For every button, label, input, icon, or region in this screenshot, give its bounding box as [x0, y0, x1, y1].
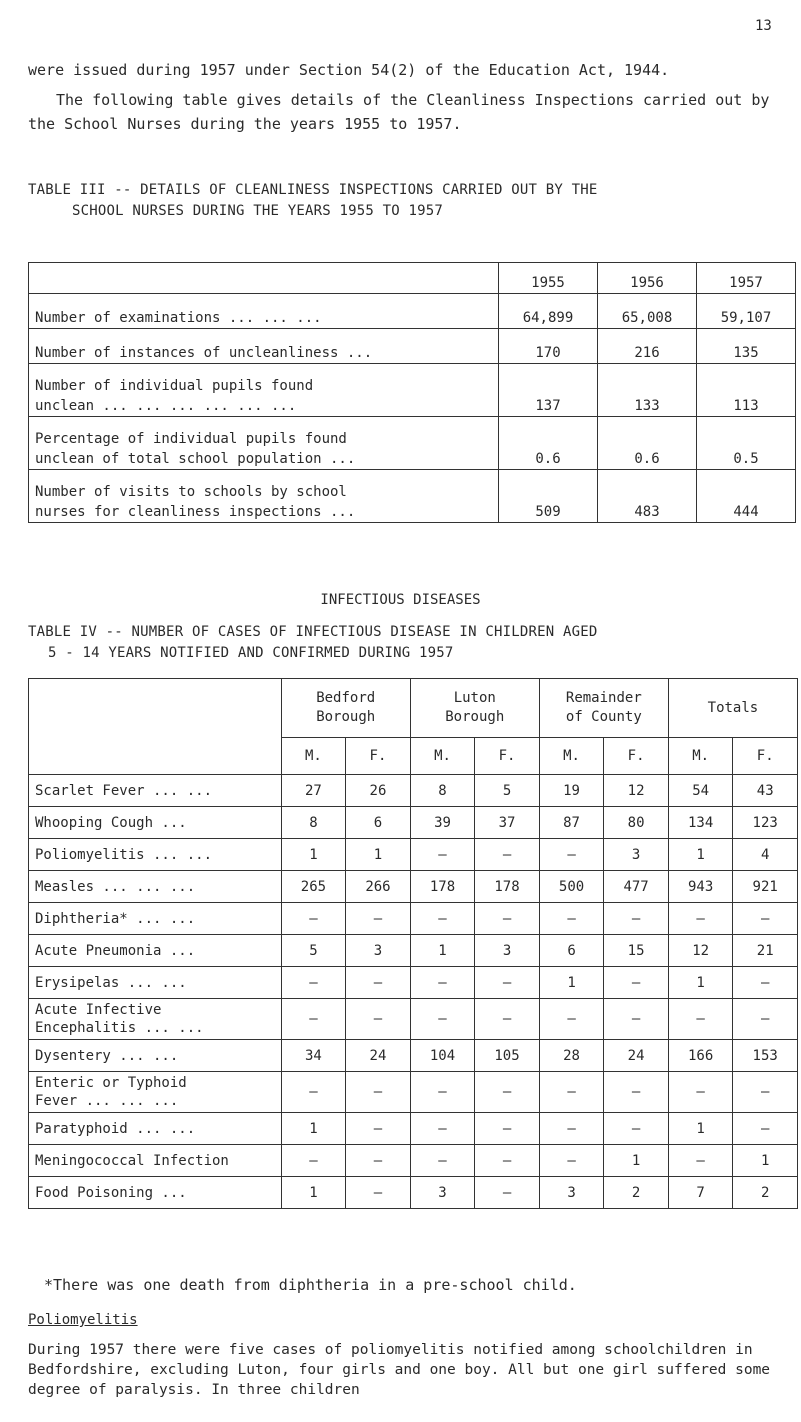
- cell-value: —: [475, 1177, 540, 1209]
- cell-value: —: [410, 999, 475, 1040]
- cell-value: —: [668, 1072, 733, 1113]
- cell-value: 1: [281, 839, 346, 871]
- table4-row: [29, 999, 798, 1040]
- cell-value: —: [475, 1145, 540, 1177]
- cell-value: 87: [539, 807, 604, 839]
- cell-value: 134: [668, 807, 733, 839]
- disease-label: [29, 1040, 282, 1072]
- cell-value: —: [475, 1113, 540, 1145]
- cell-value: 166: [668, 1040, 733, 1072]
- infectious-disease-table: [28, 678, 798, 1209]
- table4-row: [29, 1145, 798, 1177]
- label-line: unclean of total school population ...: [35, 451, 356, 467]
- table4-row: [29, 935, 798, 967]
- cell-value: 137: [499, 364, 598, 417]
- table4-row: [29, 967, 798, 999]
- table4-title-line1: TABLE IV -- NUMBER OF CASES OF INFECTIOUS DISEASE IN CHILDREN AGED: [28, 624, 598, 640]
- cell-value: —: [539, 1113, 604, 1145]
- cell-value: —: [539, 903, 604, 935]
- cell-value: 2: [604, 1177, 669, 1209]
- disease-label: [29, 903, 282, 935]
- cell-value: —: [281, 999, 346, 1040]
- table3-corner: [29, 263, 499, 294]
- label-line: Erysipelas ... ...: [35, 974, 187, 991]
- cell-value: —: [346, 1113, 411, 1145]
- cell-value: —: [668, 999, 733, 1040]
- cell-value: —: [539, 1145, 604, 1177]
- cell-value: 80: [604, 807, 669, 839]
- cell-value: —: [604, 999, 669, 1040]
- disease-label: [29, 967, 282, 999]
- cell-value: 8: [281, 807, 346, 839]
- cell-value: —: [346, 1145, 411, 1177]
- cell-value: 113: [697, 364, 796, 417]
- table3-row: [29, 470, 796, 523]
- cell-value: —: [410, 1145, 475, 1177]
- cell-value: —: [475, 903, 540, 935]
- label-line: Whooping Cough ...: [35, 814, 187, 831]
- cell-value: —: [668, 1145, 733, 1177]
- sub-f: F.: [733, 738, 798, 775]
- row-label: [29, 417, 499, 470]
- sub-m: M.: [668, 738, 733, 775]
- disease-label: [29, 775, 282, 807]
- cell-value: —: [346, 967, 411, 999]
- cell-value: 216: [598, 329, 697, 364]
- cell-value: —: [733, 903, 798, 935]
- table4-row: [29, 1072, 798, 1113]
- group-line1: Bedford: [316, 690, 376, 706]
- cell-value: 1: [668, 967, 733, 999]
- cell-value: 24: [604, 1040, 669, 1072]
- label-line: Enteric or Typhoid: [35, 1075, 187, 1091]
- cell-value: 3: [410, 1177, 475, 1209]
- cell-value: 3: [604, 839, 669, 871]
- cell-value: 5: [475, 775, 540, 807]
- row-label: [29, 470, 499, 523]
- label-line: Number of visits to schools by school: [35, 484, 347, 500]
- cell-value: 2: [733, 1177, 798, 1209]
- cell-value: 6: [346, 807, 411, 839]
- cell-value: 37: [475, 807, 540, 839]
- table4-row: [29, 775, 798, 807]
- cell-value: —: [281, 903, 346, 935]
- cell-value: 26: [346, 775, 411, 807]
- cell-value: 24: [346, 1040, 411, 1072]
- cell-value: —: [281, 967, 346, 999]
- cell-value: 21: [733, 935, 798, 967]
- cell-value: 3: [346, 935, 411, 967]
- cell-value: 943: [668, 871, 733, 903]
- table4-row: [29, 1113, 798, 1145]
- group-line1: Remainder: [565, 690, 642, 706]
- cell-value: 1: [346, 839, 411, 871]
- sub-f: F.: [475, 738, 540, 775]
- group-bedford: [281, 679, 410, 738]
- table3-row: [29, 364, 796, 417]
- row-label: [29, 364, 499, 417]
- group-luton: [410, 679, 539, 738]
- sub-m: M.: [410, 738, 475, 775]
- cell-value: —: [410, 1072, 475, 1113]
- cell-value: 483: [598, 470, 697, 523]
- disease-label: [29, 1177, 282, 1209]
- cell-value: 265: [281, 871, 346, 903]
- cell-value: 1: [668, 839, 733, 871]
- table4-corner: [29, 679, 282, 775]
- table4-row: [29, 903, 798, 935]
- cell-value: 59,107: [697, 294, 796, 329]
- label-line: Encephalitis ... ...: [35, 1020, 204, 1036]
- label-line: Fever ... ... ...: [35, 1093, 179, 1109]
- cell-value: —: [604, 1113, 669, 1145]
- cell-value: —: [475, 839, 540, 871]
- disease-label: [29, 871, 282, 903]
- cell-value: 64,899: [499, 294, 598, 329]
- cell-value: 39: [410, 807, 475, 839]
- cell-value: —: [281, 1072, 346, 1113]
- cell-value: —: [410, 1113, 475, 1145]
- cell-value: —: [539, 839, 604, 871]
- cell-value: 266: [346, 871, 411, 903]
- table3-header-row: [29, 263, 796, 294]
- cell-value: 7: [668, 1177, 733, 1209]
- cell-value: —: [733, 1113, 798, 1145]
- cell-value: 1: [539, 967, 604, 999]
- row-label: [29, 329, 499, 364]
- label-line: Measles ... ... ...: [35, 878, 196, 895]
- cell-value: —: [539, 1072, 604, 1113]
- cell-value: 65,008: [598, 294, 697, 329]
- label-line: unclean ... ... ... ... ... ...: [35, 398, 297, 414]
- cell-value: 1: [604, 1145, 669, 1177]
- cell-value: 1: [733, 1145, 798, 1177]
- cell-value: 27: [281, 775, 346, 807]
- cleanliness-table: [28, 262, 796, 523]
- page-number: 13: [755, 18, 772, 34]
- cell-value: 15: [604, 935, 669, 967]
- year-1957: 1957: [697, 263, 796, 294]
- cell-value: 1: [281, 1113, 346, 1145]
- cell-value: 104: [410, 1040, 475, 1072]
- cell-value: 19: [539, 775, 604, 807]
- cell-value: —: [346, 903, 411, 935]
- cell-value: 105: [475, 1040, 540, 1072]
- label-line: Acute Infective: [35, 1002, 162, 1018]
- table4-row: [29, 839, 798, 871]
- cell-value: 921: [733, 871, 798, 903]
- cell-value: 1: [668, 1113, 733, 1145]
- cell-value: —: [733, 1072, 798, 1113]
- cell-value: —: [281, 1145, 346, 1177]
- table4-row: [29, 1040, 798, 1072]
- label-line: Poliomyelitis ... ...: [35, 846, 213, 863]
- year-1956: 1956: [598, 263, 697, 294]
- cell-value: —: [539, 999, 604, 1040]
- label-line: Number of instances of uncleanliness ...: [35, 345, 373, 361]
- cell-value: 1: [410, 935, 475, 967]
- cell-value: 135: [697, 329, 796, 364]
- table3-title-line1: TABLE III -- DETAILS OF CLEANLINESS INSPECTIONS CARRIED OUT BY THE: [28, 182, 598, 198]
- cell-value: 178: [410, 871, 475, 903]
- cell-value: —: [604, 967, 669, 999]
- label-line: Dysentery ... ...: [35, 1047, 179, 1064]
- group-totals: [668, 679, 797, 738]
- cell-value: 5: [281, 935, 346, 967]
- sub-m: M.: [539, 738, 604, 775]
- cell-value: —: [410, 903, 475, 935]
- cell-value: —: [346, 1072, 411, 1113]
- label-line: Number of examinations ... ... ...: [35, 310, 322, 326]
- cell-value: 6: [539, 935, 604, 967]
- group-remainder: [539, 679, 668, 738]
- cell-value: 3: [539, 1177, 604, 1209]
- label-line: Meningococcal Infection: [35, 1152, 229, 1169]
- cell-value: 3: [475, 935, 540, 967]
- cell-value: 8: [410, 775, 475, 807]
- cell-value: 34: [281, 1040, 346, 1072]
- group-line2: of County: [565, 709, 642, 725]
- sub-f: F.: [346, 738, 411, 775]
- label-line: Diphtheria* ... ...: [35, 910, 196, 927]
- label-line: Number of individual pupils found: [35, 378, 314, 394]
- sub-f: F.: [604, 738, 669, 775]
- cell-value: 123: [733, 807, 798, 839]
- cell-value: —: [475, 967, 540, 999]
- disease-label: [29, 935, 282, 967]
- year-1955: 1955: [499, 263, 598, 294]
- cell-value: 170: [499, 329, 598, 364]
- group-line1: Totals: [707, 699, 759, 716]
- row-label: [29, 294, 499, 329]
- group-line1: Luton: [453, 690, 496, 706]
- table3-title-line2: SCHOOL NURSES DURING THE YEARS 1955 TO 1957: [72, 203, 444, 219]
- cell-value: —: [475, 999, 540, 1040]
- intro-paragraph: The following table gives details of the Cleanliness Inspections carried out by the School Nurses during the years 1955 to 1957.: [28, 91, 779, 133]
- cell-value: 43: [733, 775, 798, 807]
- cell-value: —: [475, 1072, 540, 1113]
- label-line: Food Poisoning ...: [35, 1184, 187, 1201]
- table4-row: [29, 1177, 798, 1209]
- cell-value: 12: [604, 775, 669, 807]
- cell-value: 0.6: [499, 417, 598, 470]
- cell-value: 444: [697, 470, 796, 523]
- cell-value: 0.6: [598, 417, 697, 470]
- table3-row: [29, 294, 796, 329]
- intro-line: were issued during 1957 under Section 54(2) of the Education Act, 1944.: [28, 61, 670, 79]
- cell-value: —: [410, 839, 475, 871]
- label-line: Paratyphoid ... ...: [35, 1120, 196, 1137]
- table4-title-line2: 5 - 14 YEARS NOTIFIED AND CONFIRMED DURING 1957: [48, 645, 454, 661]
- cell-value: 4: [733, 839, 798, 871]
- cell-value: —: [604, 1072, 669, 1113]
- footnote: *There was one death from diphtheria in a pre-school child.: [44, 1276, 577, 1294]
- disease-label: [29, 1113, 282, 1145]
- disease-label: [29, 807, 282, 839]
- cell-value: 500: [539, 871, 604, 903]
- label-line: Acute Pneumonia ...: [35, 942, 196, 959]
- table4-row: [29, 871, 798, 903]
- cell-value: —: [410, 967, 475, 999]
- disease-label: [29, 1072, 282, 1113]
- disease-label: [29, 1145, 282, 1177]
- label-line: nurses for cleanliness inspections ...: [35, 504, 356, 520]
- cell-value: —: [346, 1177, 411, 1209]
- cell-value: 1: [281, 1177, 346, 1209]
- cell-value: 133: [598, 364, 697, 417]
- cell-value: 54: [668, 775, 733, 807]
- polio-heading: Poliomyelitis: [28, 1312, 138, 1328]
- polio-paragraph: During 1957 there were five cases of poliomyelitis notified among schoolchildren in Bedfordshire, excluding Luton, four girls and one boy. All but one girl suffered some degree of paralysis. In three children: [28, 1342, 771, 1398]
- cell-value: —: [346, 999, 411, 1040]
- cell-value: —: [733, 999, 798, 1040]
- group-line2: Borough: [445, 709, 505, 725]
- cell-value: 28: [539, 1040, 604, 1072]
- disease-label: [29, 839, 282, 871]
- cell-value: 12: [668, 935, 733, 967]
- disease-label: [29, 999, 282, 1040]
- cell-value: 153: [733, 1040, 798, 1072]
- cell-value: 477: [604, 871, 669, 903]
- cell-value: —: [668, 903, 733, 935]
- cell-value: 0.5: [697, 417, 796, 470]
- section-heading: INFECTIOUS DISEASES: [320, 592, 481, 608]
- table3-row: [29, 417, 796, 470]
- cell-value: —: [733, 967, 798, 999]
- table3-row: [29, 329, 796, 364]
- label-line: Percentage of individual pupils found: [35, 431, 347, 447]
- sub-m: M.: [281, 738, 346, 775]
- cell-value: 178: [475, 871, 540, 903]
- table4-row: [29, 807, 798, 839]
- cell-value: 509: [499, 470, 598, 523]
- table4-group-row: [29, 679, 798, 738]
- cell-value: —: [604, 903, 669, 935]
- label-line: Scarlet Fever ... ...: [35, 782, 213, 799]
- group-line2: Borough: [316, 709, 376, 725]
